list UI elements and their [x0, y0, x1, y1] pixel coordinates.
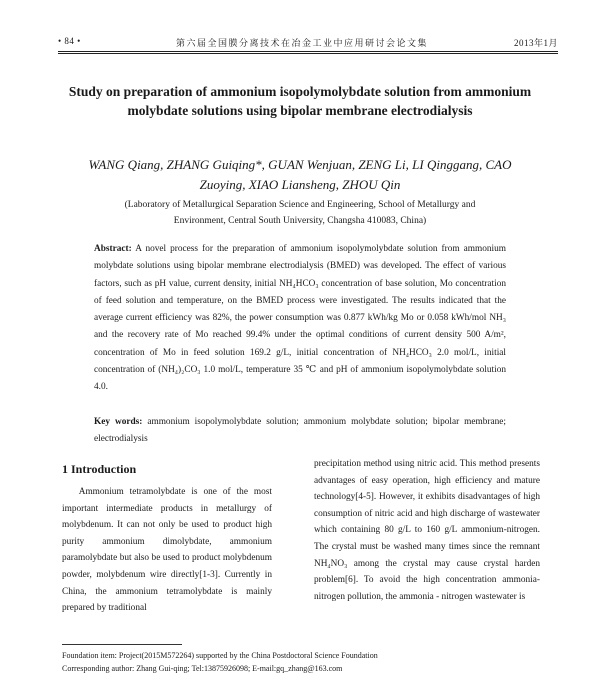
footnotes	[62, 649, 542, 675]
footnote-rule	[62, 644, 182, 645]
keywords-label: Key words:	[94, 417, 143, 427]
running-header	[58, 36, 558, 50]
keywords-text: ammonium isopolymolybdate solution; ammonium molybdate solution; bipolar membrane; electrodialysis	[94, 417, 506, 444]
body-column-right: precipitation method using nitric acid. This method presents advantages of easy operation, high efficiency and mature technology[4-5]. However, it exhibits disadvantages of high consumption of nitric acid and high discharge of wastewater which containing 80 g/L to 160 g/L ammonium-nitrogen. The crystal must be washed many times since the remnant NH₄NO₃ among the crystal may cause crystal harden problem[6]. To avoid the high concentration ammonia-nitrogen pollution, the ammonia - nitrogen wastewater is	[314, 459, 540, 602]
abstract	[94, 241, 506, 397]
section-heading: 1 Introduction	[62, 462, 137, 476]
paper-title: Study on preparation of ammonium isopolymolybdate solution from ammonium molybdate solutions using bipolar membrane electrodialysis	[68, 84, 532, 118]
abstract-label: Abstract:	[94, 244, 132, 254]
header-rule	[58, 51, 558, 52]
footnote-correspondence: Corresponding author: Zhang Gui-qing; Tel:13875926098; E-mail:gq_zhang@163.com	[62, 664, 343, 673]
page-number: • 84 •	[58, 36, 81, 46]
header-rule-thin	[58, 53, 558, 54]
journal-name: 第六届全国膜分离技术在冶金工业中应用研讨会论文集	[176, 38, 429, 48]
affiliation: (Laboratory of Metallurgical Separation Science and Engineering, School of Metallurgy and Environment, Central South University, Changsha 410083, China)	[124, 200, 476, 226]
abstract-text: A novel process for the preparation of ammonium isopolymolybdate solution from ammonium molybdate solutions using bipolar membrane electrodialysis (BMED) was developed. The effect of various factors, such as pH value, current density, initial NH₄HCO₃ concentration of base solution, Mo concentration of feed solution and temperature, on the BMED process were investigated. The results indicated that the average current efficiency was 82%, the power consumption was 0.877 kWh/kg Mo or 0.058 kWh/mol NH₃ and the recovery rate of Mo reached 99.4% under the optimal conditions of current density 500 A/m², concentration of Mo in feed solution 169.2 g/L, initial concentration of NH₄HCO₃ 2.0 mol/L, initial concentration of (NH₄)₂CO₃ 1.0 mol/L, temperature 35 ℃ and pH of ammonium isopolymolybdate solution 4.0.	[94, 244, 506, 393]
issue-date: 2013年1月	[513, 38, 558, 48]
author-list: WANG Qiang, ZHANG Guiqing*, GUAN Wenjuan, ZENG Li, LI Qinggang, CAO Zuoying, XIAO Liansheng, ZHOU Qin	[88, 157, 512, 192]
footnote-funding: Foundation item: Project(2015M572264) supported by the China Postdoctoral Science Foundation	[62, 651, 378, 660]
keywords	[94, 414, 506, 448]
body-column-left: Ammonium tetramolybdate is one of the most important intermediate products in metallurgy of molybdenum. It can not only be used to product high purity ammonium dimolybdate, ammonium paramolybdate but also be used to product molybdenum powder, molybdenum wire directly[1-3]. Currently in China, the ammonium tetramolybdate is mainly prepared by traditional	[62, 487, 272, 614]
